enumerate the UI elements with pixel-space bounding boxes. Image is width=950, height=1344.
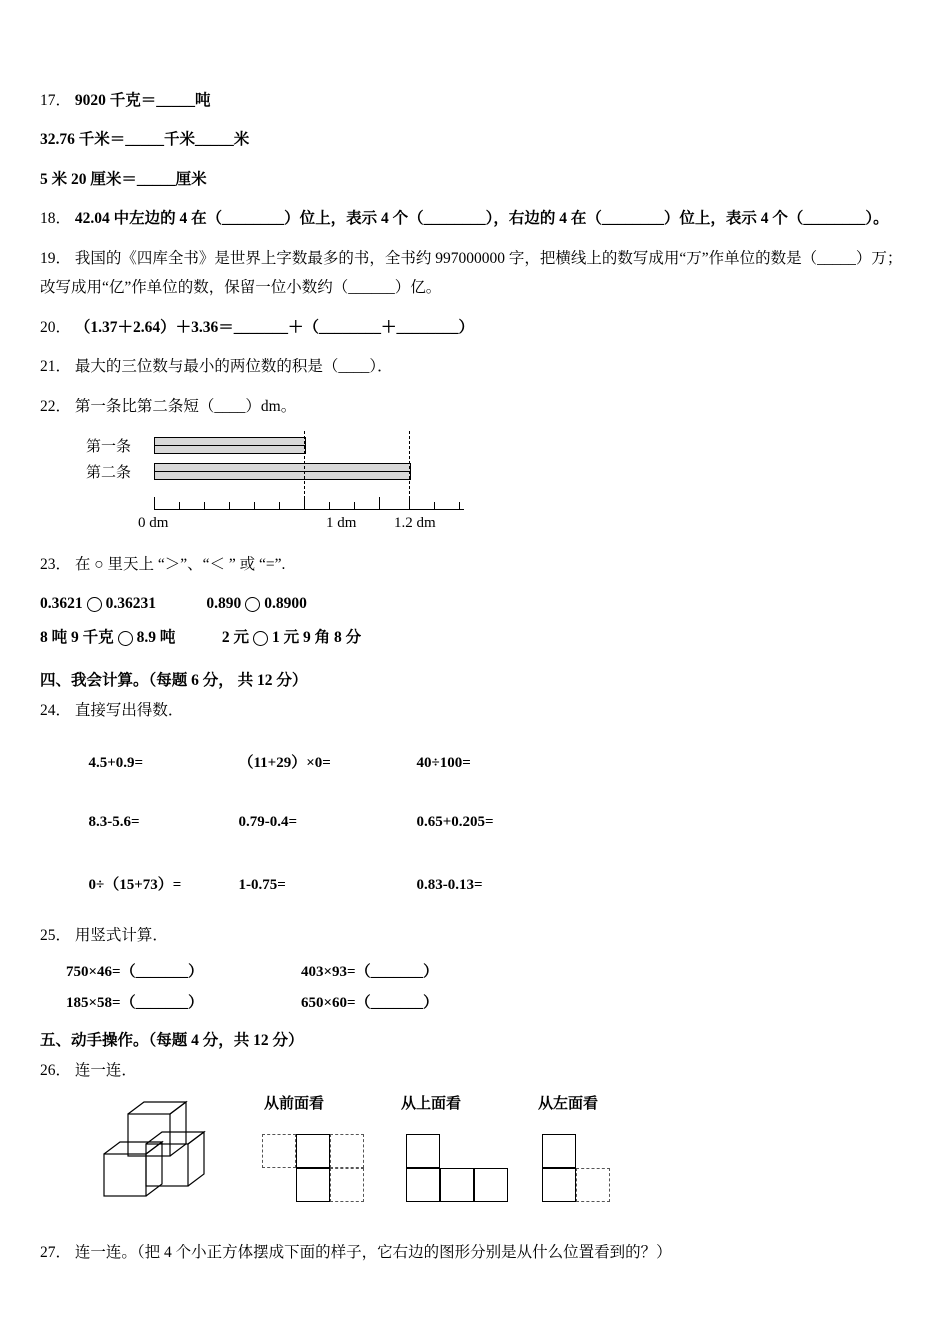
axis-line [154, 509, 464, 510]
question-26 [40, 1056, 912, 1085]
q27-text: 连一连。（把 4 个小正方体摆成下面的样子，它右边的图形分别是从什么位置看到的？） [74, 1243, 672, 1261]
q27-number: 27． [40, 1243, 72, 1261]
q22-text: 第一条比第二条短（____）dm。 [74, 397, 297, 415]
axis-tick [179, 502, 180, 509]
axis-tick [379, 497, 380, 509]
view-label-top: 从上面看 [401, 1095, 462, 1112]
shape-cell [330, 1134, 364, 1168]
question-17-line-2 [40, 125, 912, 154]
question-18: 18． 42.04 中左边的 4 在（________）位上，表示 4 个（________），右边的 4 在（________）位上，表示 4 个（________）。 [40, 210, 889, 228]
view-label-front: 从前面看 [264, 1095, 325, 1112]
question-22-figure [76, 429, 506, 544]
q23-b-right: 0.8900 [264, 595, 307, 613]
q17-text-2: 32.76 千米＝_____千米_____米 [40, 131, 250, 149]
shape-cell [296, 1134, 330, 1168]
q18-text: 42.04 中左边的 4 在（________）位上，表示 4 个（________），右边的 4 在（________）位上，表示 4 个（________）。 [74, 210, 889, 228]
axis-tick [304, 497, 305, 509]
q25-number: 25． [40, 926, 72, 944]
bar-second [154, 463, 411, 480]
question-20: 20． （1.37＋2.64）＋3.36＝_______＋（________＋________） [40, 318, 475, 336]
q25-row-2 [66, 991, 912, 1012]
q26-number: 26． [40, 1062, 72, 1080]
question-24 [40, 696, 912, 725]
shape-cell [330, 1168, 364, 1202]
q24-row-1 [66, 734, 912, 789]
question-22: 22． 第一条比第二条短（____）dm。 [40, 397, 297, 415]
compare-circle [118, 631, 133, 646]
shape-cell [406, 1168, 440, 1202]
view-label-left: 从左面看 [538, 1095, 599, 1112]
axis-tick [329, 502, 330, 509]
bar-label-second: 第二条 [86, 464, 132, 481]
q24-row-2 [66, 797, 912, 848]
axis-tick [279, 502, 280, 509]
question-23: 23． 在 ○ 里天上 “＞”、“＜ ” 或 “=”. [40, 555, 286, 573]
axis-label-1: 1 dm [326, 514, 357, 531]
q19-text: 我国的《四库全书》是世界上字数最多的书，全书约 997000000 字，把横线上的数写成用“万”作单位的数是（_____）万；改写成用“亿”作单位的数，保留一位小数约（______）亿。 [40, 249, 903, 297]
q23-d-right: 1 元 9 角 8 分 [272, 628, 362, 646]
q24-cell: 0÷（15+73）= [88, 876, 182, 893]
section-5-heading: 五、动手操作。（每题 4 分，共 12 分） [40, 1032, 304, 1050]
bar-first [154, 437, 306, 454]
q25-row-1 [66, 960, 912, 981]
section-4-heading: 四、我会计算。（每题 6 分， 共 12 分） [40, 672, 308, 690]
bar-label-first: 第一条 [86, 438, 132, 455]
shape-cell [542, 1134, 576, 1168]
q23-c-left: 8 吨 9 千克 [40, 628, 114, 646]
axis-tick [459, 502, 460, 509]
question-17-line-3 [40, 165, 912, 194]
axis-label-0: 0 dm [138, 514, 169, 531]
q25-cell: 185×58=（_______） [66, 995, 204, 1012]
question-17-line-1: 17． 9020 千克＝_____吨 [40, 92, 211, 109]
q25-cell: 403×93=（_______） [301, 964, 439, 981]
q20-text: （1.37＋2.64）＋3.36＝_______＋（________＋________） [74, 318, 475, 336]
q24-number: 24． [40, 702, 72, 720]
q23-text: 在 ○ 里天上 “＞”、“＜ ” 或 “=”. [74, 555, 286, 573]
q25-title: 用竖式计算． [74, 926, 168, 944]
shape-cell [440, 1168, 474, 1202]
shape-cell [262, 1134, 296, 1168]
question-27 [40, 1238, 912, 1267]
q23-b-left: 0.890 [206, 595, 242, 613]
q24-cell: 1-0.75= [238, 876, 286, 893]
q26-title: 连一连． [74, 1062, 137, 1080]
question-23-row-2 [40, 623, 912, 652]
question-19: 19． 我国的《四库全书》是世界上字数最多的书，全书约 997000000 字，把横线上的数写成用“万”作单位的数是（_____）万；改写成用“亿”作单位的数，保留一位小数约（______）亿。 [40, 249, 903, 297]
q24-cell: 0.79-0.4= [238, 813, 298, 830]
q17-text-3: 5 米 20 厘米＝_____厘米 [40, 170, 207, 188]
q24-cell: 0.65+0.205= [416, 813, 494, 830]
isometric-blocks-icon [86, 1096, 256, 1216]
shape-cell [576, 1168, 610, 1202]
q24-cell: 40÷100= [416, 754, 471, 771]
axis-tick [409, 497, 410, 509]
q23-a-right: 0.36231 [105, 595, 156, 613]
q23-d-left: 2 元 [221, 628, 250, 646]
q24-cell: 8.3-5.6= [88, 813, 140, 830]
axis-tick [254, 502, 255, 509]
q25-cell: 650×60=（_______） [301, 995, 439, 1012]
q24-title: 直接写出得数． [74, 702, 184, 720]
q24-cell: 4.5+0.9= [88, 754, 144, 771]
q17-text-1: 9020 千克＝_____吨 [74, 92, 211, 109]
q23-c-right: 8.9 吨 [136, 628, 176, 646]
axis-tick [354, 502, 355, 509]
question-23-row-1 [40, 589, 912, 618]
compare-circle [253, 631, 268, 646]
question-25 [40, 921, 912, 950]
axis-tick [229, 502, 230, 509]
axis-label-2: 1.2 dm [394, 514, 436, 531]
shape-cell [296, 1168, 330, 1202]
shape-cell [474, 1168, 508, 1202]
worksheet-content [40, 86, 912, 1277]
question-26-figure [76, 1092, 696, 1224]
shape-cell [406, 1134, 440, 1168]
q23-a-left: 0.3621 [40, 595, 83, 613]
q24-row-3 [66, 856, 912, 911]
axis-tick [434, 502, 435, 509]
shape-cell [542, 1168, 576, 1202]
q21-text: 最大的三位数与最小的两位数的积是（____）． [74, 358, 393, 376]
q24-cell: 0.83-0.13= [416, 876, 483, 893]
compare-circle [87, 597, 102, 612]
q24-cell: （11+29）×0= [238, 754, 331, 771]
compare-circle [245, 597, 260, 612]
axis-tick [154, 497, 155, 509]
q25-cell: 750×46=（_______） [66, 964, 204, 981]
question-21: 21． 最大的三位数与最小的两位数的积是（____）． [40, 358, 393, 376]
axis-tick [204, 502, 205, 509]
